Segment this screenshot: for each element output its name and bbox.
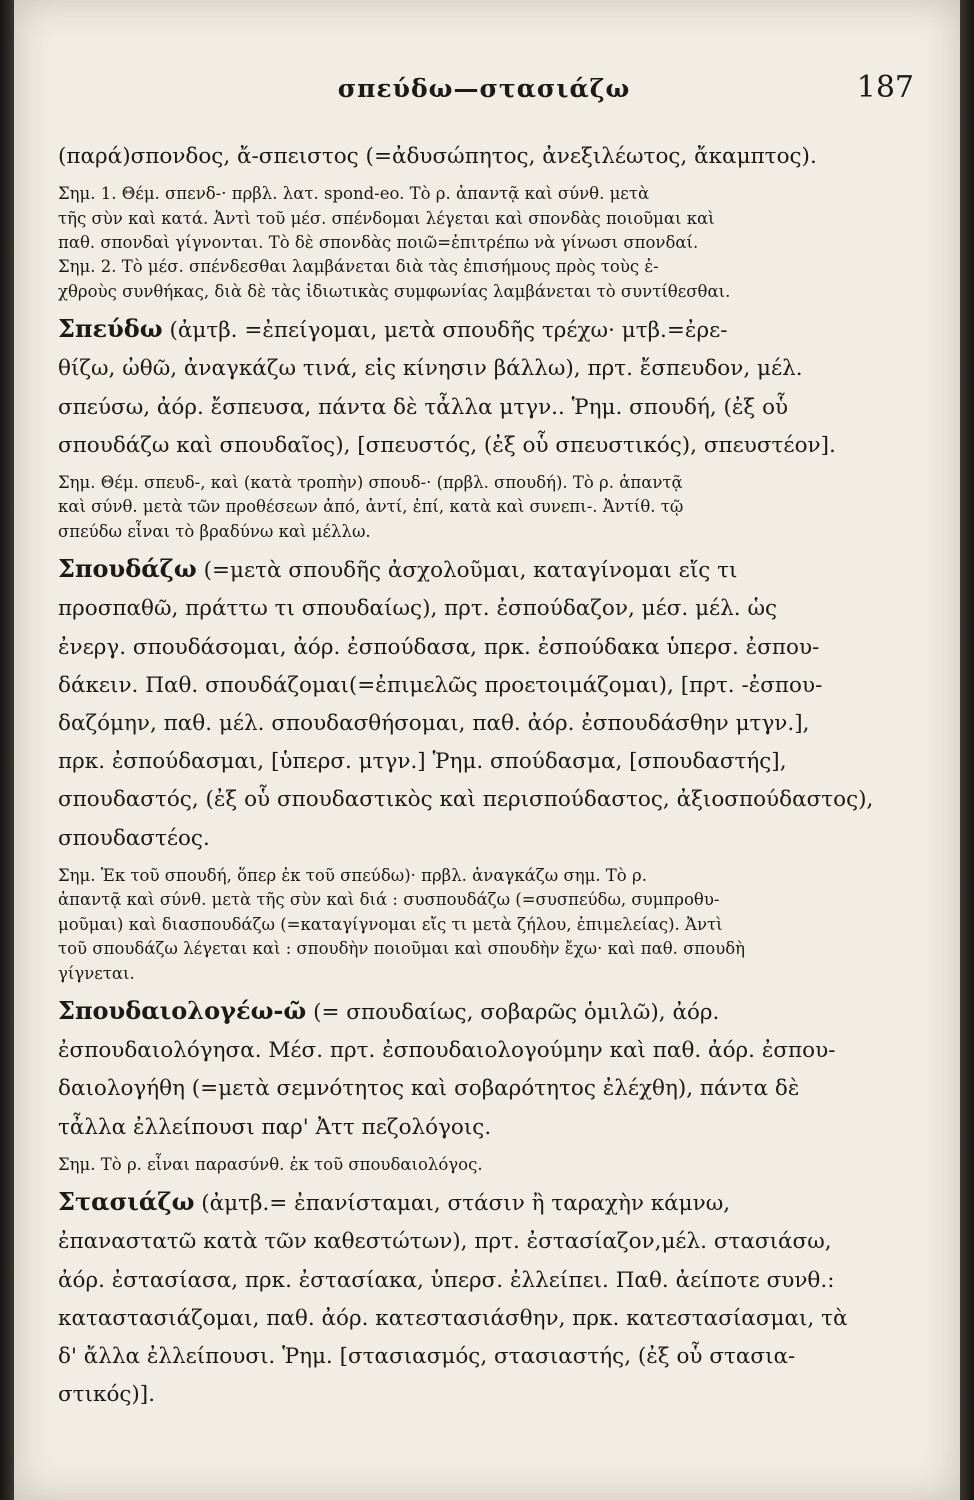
line-text: (= σπουδαίως, σοβαρῶς ὁμιλῶ), ἀόρ. bbox=[306, 999, 720, 1025]
line-text: καὶ σύνθ. μετὰ τῶν προθέσεων ἀπό, ἀντί, ἐπί, κατὰ καὶ συνεπι-. Ἀντίθ. τῷ bbox=[58, 497, 684, 517]
line-text: θίζω, ὠθῶ, ἀναγκάζω τινά, εἰς κίνησιν βάλλω), πρτ. ἔσπευδον, μέλ. bbox=[58, 356, 803, 382]
text-line bbox=[58, 864, 888, 888]
text-line bbox=[58, 1153, 888, 1177]
line-text: τῆς σὺν καὶ κατά. Ἀντὶ τοῦ μέσ. σπένδομαι λέγεται καὶ σπονδὰς ποιοῦμαι καὶ bbox=[58, 208, 715, 228]
text-line bbox=[58, 207, 888, 231]
text-line bbox=[58, 255, 888, 279]
text-line bbox=[58, 389, 888, 427]
line-text: δ' ἄλλα ἐλλείπουσι. Ῥημ. [στασιασμός, στασιαστής, (ἐξ οὗ στασια- bbox=[58, 1343, 796, 1369]
right-page-edge bbox=[960, 0, 974, 1500]
page-header bbox=[54, 70, 914, 110]
text-line bbox=[58, 1109, 888, 1147]
note-paragraph bbox=[58, 471, 888, 544]
line-text: σπουδαστέος. bbox=[58, 825, 210, 851]
left-page-edge bbox=[0, 0, 14, 1500]
text-line bbox=[58, 520, 888, 544]
line-text: στικός)]. bbox=[58, 1382, 156, 1408]
text-line bbox=[58, 743, 888, 781]
text-line bbox=[58, 182, 888, 206]
line-text: ἐνεργ. σπουδάσομαι, ἀόρ. ἐσπούδασα, πρκ. ἐσπούδακα ὑπερσ. ἐσπου- bbox=[58, 634, 820, 660]
text-line bbox=[58, 667, 888, 705]
text-line bbox=[58, 280, 888, 304]
entry-paragraph bbox=[58, 138, 888, 176]
line-text: μοῦμαι) καὶ διασπουδάζω (=καταγίγνομαι εἴς τι μετὰ ζήλου, ἐπιμελείας). Ἀντὶ bbox=[58, 914, 723, 934]
line-text: ἀόρ. ἐστασίασα, πρκ. ἐστασίακα, ὑπερσ. ἐλλείπει. Παθ. ἀείποτε συνθ.: bbox=[58, 1267, 835, 1293]
text-line bbox=[58, 231, 888, 255]
text-line bbox=[58, 992, 888, 1032]
text-line bbox=[58, 138, 888, 176]
entry-paragraph bbox=[58, 1183, 888, 1414]
text-line bbox=[58, 1262, 888, 1300]
line-text: (ἀμτβ.= ἐπανίσταμαι, στάσιν ἢ ταραχὴν κάμνω, bbox=[194, 1191, 731, 1217]
text-line bbox=[58, 495, 888, 519]
line-text: σπουδάζω καὶ σπουδαῖος), [σπευστός, (ἐξ οὗ σπευστικός), σπευστέον]. bbox=[58, 432, 836, 458]
line-text: Σημ. Ἐκ τοῦ σπουδή, ὅπερ ἐκ τοῦ σπεύδω)· πρβλ. ἀναγκάζω σημ. Τὸ ρ. bbox=[58, 865, 647, 885]
text-line bbox=[58, 1223, 888, 1261]
line-text: τἆλλα ἐλλείπουσι παρ' Ἀττ πεζολόγοις. bbox=[58, 1114, 492, 1140]
text-line bbox=[58, 913, 888, 937]
text-line bbox=[58, 310, 888, 350]
headword: Στασιάζω bbox=[58, 1187, 195, 1217]
text-line bbox=[58, 471, 888, 495]
text-line bbox=[58, 1376, 888, 1414]
line-text: (=μετὰ σπουδῆς ἀσχολοῦμαι, καταγίνομαι εἴς τι bbox=[196, 558, 738, 584]
book-page bbox=[14, 0, 960, 1500]
line-text: πρκ. ἐσπούδασμαι, [ὑπερσ. μτγν.] Ῥημ. σπούδασμα, [σπουδαστής], bbox=[58, 749, 787, 775]
text-line bbox=[58, 705, 888, 743]
entry-paragraph bbox=[58, 310, 888, 465]
text-line bbox=[58, 590, 888, 628]
line-text: καταστασιάζομαι, παθ. ἀόρ. κατεστασιάσθην, πρκ. κατεστασίασμαι, τὰ bbox=[58, 1305, 848, 1331]
text-line bbox=[58, 937, 888, 961]
note-paragraph bbox=[58, 182, 888, 304]
line-text: Σημ. 1. Θέμ. σπενδ-· πρβλ. λατ. spond-eo. Τὸ ρ. ἀπαντᾷ καὶ σύνθ. μετὰ bbox=[58, 184, 650, 204]
dictionary-body bbox=[58, 138, 888, 1414]
text-line bbox=[58, 781, 888, 819]
line-text: (παρά)σπονδος, ἄ-σπειστος (=ἀδυσώπητος, ἀνεξιλέωτος, ἄκαμπτος). bbox=[58, 144, 817, 169]
text-line bbox=[58, 629, 888, 667]
headword: Σπουδάζω bbox=[58, 554, 197, 584]
line-text: σπεύσω, ἀόρ. ἔσπευσα, πάντα δὲ τἆλλα μτγν.. Ῥημ. σπουδή, (ἐξ οὗ bbox=[58, 394, 789, 420]
headword: Σπουδαιολογέω-ῶ bbox=[58, 995, 307, 1025]
line-text: δάκειν. Παθ. σπουδάζομαι(=ἐπιμελῶς προετοιμάζομαι), [πρτ. -ἐσπου- bbox=[58, 672, 823, 698]
text-line bbox=[58, 820, 888, 858]
headword: Σπεύδω bbox=[58, 314, 163, 344]
text-line bbox=[58, 550, 888, 590]
text-line bbox=[58, 1070, 888, 1108]
line-text: γίγνεται. bbox=[58, 963, 135, 983]
line-text: ἀπαντᾷ καὶ σύνθ. μετὰ τῆς σὺν καὶ διά : συσπουδάζω (=συσπεύδω, συμπροθυ- bbox=[58, 890, 720, 910]
line-text: ἐσπουδαιολόγησα. Μέσ. πρτ. ἐσπουδαιολογούμην καὶ παθ. ἀόρ. ἐσπου- bbox=[58, 1038, 836, 1064]
note-paragraph bbox=[58, 1153, 888, 1177]
text-line bbox=[58, 427, 888, 465]
entry-paragraph bbox=[58, 992, 888, 1147]
line-text: παθ. σπονδαὶ γίγνονται. Τὸ δὲ σπονδὰς ποιῶ=ἐπιτρέπω νὰ γίνωσι σπονδαί. bbox=[58, 233, 699, 253]
line-text: χθροὺς συνθήκας, διὰ δὲ τὰς ἰδιωτικὰς συμφωνίας λαμβάνεται τὸ συντίθεσθαι. bbox=[58, 281, 731, 301]
note-paragraph bbox=[58, 864, 888, 986]
entry-paragraph bbox=[58, 550, 888, 858]
page-number: 187 bbox=[856, 70, 914, 105]
line-text: Σημ. 2. Τὸ μέσ. σπένδεσθαι λαμβάνεται διὰ τὰς ἐπισήμους πρὸς τοὺς ἐ- bbox=[58, 257, 659, 277]
text-line bbox=[58, 1300, 888, 1338]
line-text: τοῦ σπουδάζω λέγεται καὶ : σπουδὴν ποιοῦμαι καὶ σπουδὴν ἔχω· καὶ παθ. σπουδὴ bbox=[58, 939, 746, 959]
text-line bbox=[58, 1183, 888, 1223]
line-text: Σημ. Τὸ ρ. εἶναι παρασύνθ. ἐκ τοῦ σπουδαιολόγος. bbox=[58, 1154, 483, 1174]
text-line bbox=[58, 1338, 888, 1376]
text-line bbox=[58, 1032, 888, 1070]
running-title: σπεύδω—στασιάζω bbox=[337, 74, 631, 103]
line-text: σπουδαστός, (ἐξ οὗ σπουδαστικὸς καὶ περισπούδαστος, ἀξιοσπούδαστος), bbox=[58, 787, 874, 813]
line-text: σπεύδω εἶναι τὸ βραδύνω καὶ μέλλω. bbox=[58, 521, 371, 541]
line-text: (ἀμτβ. =ἐπείγομαι, μετὰ σπουδῆς τρέχω· μτβ.=ἐρε- bbox=[162, 318, 728, 344]
text-line bbox=[58, 962, 888, 986]
line-text: Σημ. Θέμ. σπευδ-, καὶ (κατὰ τροπὴν) σπουδ-· (πρβλ. σπουδή). Τὸ ρ. ἀπαντᾷ bbox=[58, 473, 683, 493]
text-line bbox=[58, 350, 888, 388]
line-text: δαιολογήθη (=μετὰ σεμνότητος καὶ σοβαρότητος ἐλέχθη), πάντα δὲ bbox=[58, 1076, 800, 1102]
text-line bbox=[58, 888, 888, 912]
line-text: ἐπαναστατῶ κατὰ τῶν καθεστώτων), πρτ. ἐστασίαζον,μέλ. στασιάσω, bbox=[58, 1229, 832, 1255]
line-text: δαζόμην, παθ. μέλ. σπουδασθήσομαι, παθ. ἀόρ. ἐσπουδάσθην μτγν.], bbox=[58, 711, 810, 737]
line-text: προσπαθῶ, πράττω τι σπουδαίως), πρτ. ἐσπούδαζον, μέσ. μέλ. ὡς bbox=[58, 596, 778, 622]
